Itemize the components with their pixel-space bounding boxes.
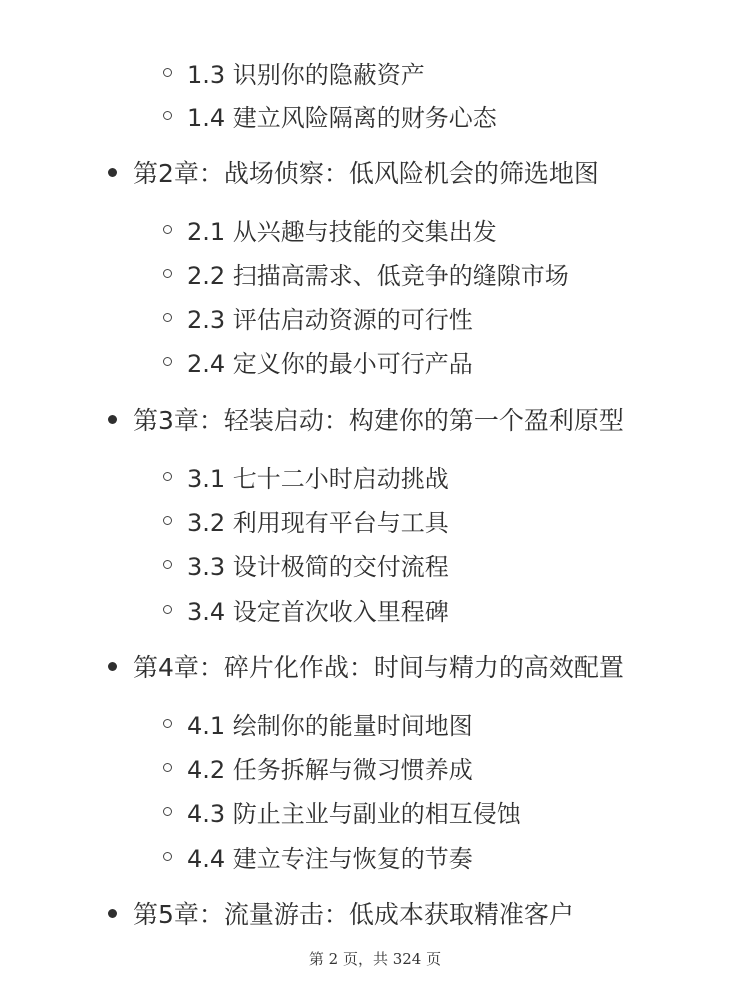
toc-chapter-label: 第5章：流量游击：低成本获取精准客户 xyxy=(133,900,574,929)
hollow-bullet-icon xyxy=(163,605,172,614)
hollow-bullet-icon xyxy=(163,111,172,120)
toc-section-4-3 xyxy=(163,791,521,831)
toc-section-label: 2.1 从兴趣与技能的交集出发 xyxy=(187,217,497,246)
toc-section-label: 2.4 定义你的最小可行产品 xyxy=(187,349,473,378)
toc-section-3-2 xyxy=(163,500,449,540)
toc-section-2-4 xyxy=(163,341,473,381)
toc-section-label: 1.3 识别你的隐蔽资产 xyxy=(187,60,425,89)
hollow-bullet-icon xyxy=(163,516,172,525)
toc-section-2-1 xyxy=(163,209,497,249)
hollow-bullet-icon xyxy=(163,852,172,861)
hollow-bullet-icon xyxy=(163,313,172,322)
hollow-bullet-icon xyxy=(163,719,172,728)
toc-section-label: 2.2 扫描高需求、低竞争的缝隙市场 xyxy=(187,261,569,290)
hollow-bullet-icon xyxy=(163,68,172,77)
hollow-bullet-icon xyxy=(163,269,172,278)
page-footer xyxy=(0,948,750,969)
filled-bullet-icon xyxy=(108,909,117,918)
toc-section-label: 3.2 利用现有平台与工具 xyxy=(187,508,449,537)
toc-chapter-2 xyxy=(108,152,599,192)
page-number-indicator: 第 2 页，共 324 页 xyxy=(308,950,442,968)
hollow-bullet-icon xyxy=(163,225,172,234)
toc-section-1-4 xyxy=(163,95,497,135)
toc-section-label: 3.3 设计极简的交付流程 xyxy=(187,552,449,581)
hollow-bullet-icon xyxy=(163,560,172,569)
toc-chapter-5 xyxy=(108,893,574,933)
toc-section-2-3 xyxy=(163,297,473,337)
hollow-bullet-icon xyxy=(163,763,172,772)
toc-chapter-label: 第4章：碎片化作战：时间与精力的高效配置 xyxy=(133,653,624,682)
toc-section-4-1 xyxy=(163,703,473,743)
hollow-bullet-icon xyxy=(163,357,172,366)
filled-bullet-icon xyxy=(108,415,117,424)
toc-section-1-3 xyxy=(163,52,425,92)
hollow-bullet-icon xyxy=(163,807,172,816)
toc-section-4-4 xyxy=(163,836,473,876)
toc-section-label: 4.3 防止主业与副业的相互侵蚀 xyxy=(187,799,521,828)
toc-chapter-4 xyxy=(108,646,624,686)
toc-section-label: 4.2 任务拆解与微习惯养成 xyxy=(187,755,473,784)
toc-section-3-1 xyxy=(163,456,449,496)
toc-chapter-label: 第3章：轻装启动：构建你的第一个盈利原型 xyxy=(133,406,624,435)
toc-section-3-4 xyxy=(163,589,449,629)
filled-bullet-icon xyxy=(108,168,117,177)
toc-section-2-2 xyxy=(163,253,569,293)
toc-section-label: 3.1 七十二小时启动挑战 xyxy=(187,464,449,493)
toc-section-label: 4.1 绘制你的能量时间地图 xyxy=(187,711,473,740)
hollow-bullet-icon xyxy=(163,472,172,481)
toc-chapter-label: 第2章：战场侦察：低风险机会的筛选地图 xyxy=(133,159,599,188)
toc-section-label: 3.4 设定首次收入里程碑 xyxy=(187,597,449,626)
toc-section-label: 4.4 建立专注与恢复的节奏 xyxy=(187,844,473,873)
toc-section-3-3 xyxy=(163,544,449,584)
filled-bullet-icon xyxy=(108,662,117,671)
toc-chapter-3 xyxy=(108,399,624,439)
toc-section-4-2 xyxy=(163,747,473,787)
toc-section-label: 1.4 建立风险隔离的财务心态 xyxy=(187,103,497,132)
toc-section-label: 2.3 评估启动资源的可行性 xyxy=(187,305,473,334)
